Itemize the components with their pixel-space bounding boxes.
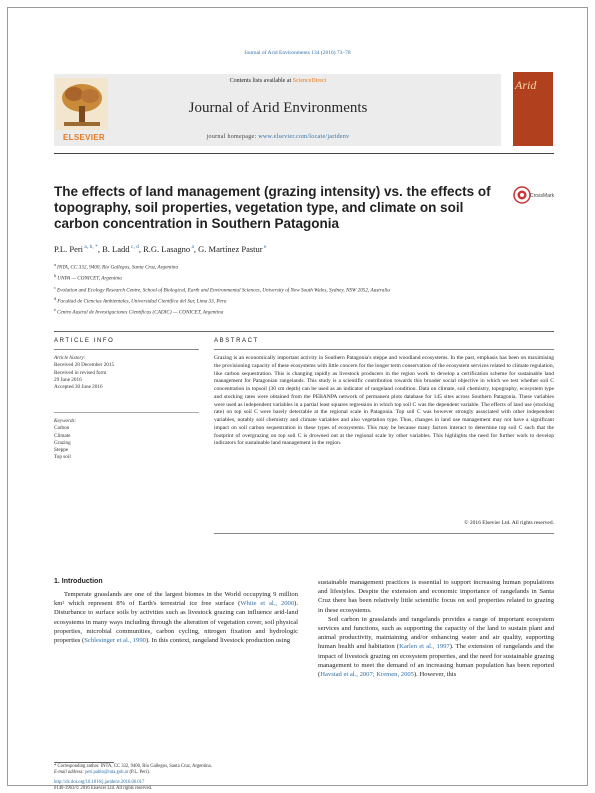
contents-line: Contents lists available at ScienceDirect xyxy=(229,78,327,84)
crossmark-label[interactable]: CrossMark xyxy=(530,193,555,199)
author-list xyxy=(54,244,502,254)
keyword-item: Steppe xyxy=(54,447,69,454)
corresponding-author-note xyxy=(54,764,304,777)
affiliation-item: dFacultad de Ciencias Ambientales, Universidad Científica del Sur, Lima 33, Peru xyxy=(54,295,227,305)
abstract-text: Grazing is an economically important activity in Southern Patagonia's steppe and woodland ecosystems. In the past, emphasis has been on maximising the provisioning capacity of these ecosystems with little concern for the longer term conservation of the ecosystem services related to climate regulation, like carbon sequestration. This is changing rapidly as livestock producers in the region work to develop a certification scheme for sustainable land management for Patagonian rangelands. This study is a scientific contribution towards this broader social objective in which we test whether soil C concentration in topsoil (30 cm depth) can be used as an indicator of rangeland condition. Data on climate, soil chemistry, topography, ecosystem type and stocking rates were obtained from the PEBANPA network of permanent plots database for 145 sites across Southern Patagonia. These variables were used as independent variables in a partial least squares regression in which top soil C was the dependent variable. The effects of land use (stocking rate) on top soil C were barely detectable at the regional scale in Patagonia. Top soil C was however strongly associated with other independent variables, notably soil chemistry and climate variables and also vegetation type. Thus, changes in land use management may not have a significant impact on soil carbon sequestration in these types of ecosystems. This may be because many factors interact to determine top soil C such that the footprint of overgrazing on top soil C is drowned out at the regional scale by other variables. This highlights the need for further work to develop indicators for sustainable land management in the region. xyxy=(214,355,554,447)
body-paragraph: sustainable management practices is essential to support increasing human populations and lifestyles. Despite the extension and economic importance of rangelands in Santa Cruz there has been relatively little scientific focus on soil properties related to grazing in these ecosystems. xyxy=(318,579,554,614)
keyword-item: Climate xyxy=(54,432,71,439)
article-info-heading: ARTICLE INFO xyxy=(54,338,115,344)
body-paragraph: Soil carbon in grasslands and rangelands provides a range of important ecosystem services and functions, such as supporting the capacity of the land to sustain plant and animal productivity, maintaining and/or enhancing water and air quality, supporting human health and habitation (Karlen et al., 1997). The extension of rangelands and the impact of livestock grazing on ecosystem properties, and the need for sustainable grazing management to meet the demand of an increasing human population has been reported (Havstad et al., 2007; Kremen, 2005). However, this xyxy=(318,615,554,679)
header-divider xyxy=(54,153,554,154)
history-item: Received 28 December 2015 xyxy=(54,362,115,369)
body-column-right xyxy=(318,578,554,679)
article-info-divider xyxy=(54,349,199,350)
footnote-divider xyxy=(54,762,114,763)
publisher-name: ELSEVIER xyxy=(63,133,105,142)
author-name[interactable]: R.G. Lasagno xyxy=(143,244,191,254)
history-item: 29 June 2016 xyxy=(54,376,82,383)
author-separator: , xyxy=(97,244,103,254)
abstract-heading: ABSTRACT xyxy=(214,338,259,344)
affiliation-item: bUNPA — CONICET, Argentina xyxy=(54,273,122,283)
author-separator: , xyxy=(193,244,199,254)
affiliation-item: eCentro Austral de Investigaciones Científicas (CADIC) — CONICET, Argentina xyxy=(54,307,224,317)
sciencedirect-link[interactable]: ScienceDirect xyxy=(292,78,327,84)
publication-info xyxy=(54,780,354,792)
author-name[interactable]: G. Martínez Pastur xyxy=(198,244,263,254)
affiliation-item: aINTA, CC 332, 9400, Río Gallegos, Santa Cruz, Argentina xyxy=(54,262,179,271)
author-name[interactable]: B. Ladd xyxy=(102,244,130,254)
keyword-item: Grazing xyxy=(54,439,71,446)
history-item: Accepted 30 June 2016 xyxy=(54,384,103,391)
abstract-end-divider xyxy=(214,533,554,534)
email-link[interactable]: peri.pablo@inta.gob.ar xyxy=(85,770,129,776)
journal-cover-title: Arid xyxy=(515,78,537,92)
elsevier-tree-icon xyxy=(56,78,108,130)
affiliation-list xyxy=(54,261,514,318)
journal-reference[interactable]: Journal of Arid Environments 134 (2016) 73–78 xyxy=(244,50,351,56)
article-history xyxy=(54,355,199,391)
abstract-copyright: © 2016 Elsevier Ltd. All rights reserved. xyxy=(464,520,554,526)
citation-link[interactable]: Schlesinger et al., 1990 xyxy=(84,637,146,645)
journal-homepage: journal homepage: www.elsevier.com/locate/jaridenv xyxy=(206,134,350,140)
introduction-heading: 1. Introduction xyxy=(54,578,103,585)
affiliation-item: cEvolution and Ecology Research Centre, School of Biological, Earth and Environmental Sciences, University of New South Wales, Sydney, NSW 2052, Australia xyxy=(54,284,390,294)
journal-title: Journal of Arid Environments xyxy=(188,100,368,116)
keywords-label: Keywords: xyxy=(54,418,77,424)
body-paragraph: Temperate grasslands are one of the largest biomes in the World occupying 9 million km² which represent 8% of Earth's terrestrial ice free surface (White et al., 2000). Disturbance to surface soils by activities such as livestock grazing can influence arid-land ecosystems in many ways including through the alteration of vegetation cover, soil physical properties, microbial communities, carbon cycling, nitrogen fixation and hydrologic properties (Schlesinger et al., 1990). In this context, rangeland livestock production using xyxy=(54,591,298,645)
author-affiliation-marks[interactable]: a xyxy=(190,244,194,251)
author-separator: , xyxy=(138,244,144,254)
keyword-item: Top soil xyxy=(54,454,71,461)
history-item: Received in revised form xyxy=(54,369,107,376)
author-name[interactable]: P.L. Peri xyxy=(54,244,84,254)
history-label: Article history: xyxy=(54,355,86,361)
citation-link[interactable]: Havstad et al., 2007; Kremen, 2005 xyxy=(320,671,414,679)
email-line: E-mail address: peri.pablo@inta.gob.ar (P.L. Peri). xyxy=(54,770,150,776)
citation-link[interactable]: Karlen et al., 1997 xyxy=(399,643,450,651)
citation-link[interactable]: White et al., 2000 xyxy=(240,600,295,608)
issn-line: 0140-1963/© 2016 Elsevier Ltd. All rights reserved. xyxy=(54,786,153,792)
section-divider xyxy=(54,331,554,332)
author-affiliation-marks[interactable]: e xyxy=(262,244,267,251)
article-title: The effects of land management (grazing intensity) vs. the effects of topography, soil properties, vegetation type, and climate on soil carbon concentration in Southern Patagonia xyxy=(54,184,491,231)
doi-link[interactable]: http://dx.doi.org/10.1016/j.jaridenv.2016.06.017 xyxy=(54,780,145,785)
corresponding-author-text: * Corresponding author. INTA, CC 332, 9400, Río Gallegos, Santa Cruz, Argentina. xyxy=(54,764,212,769)
keyword-list xyxy=(54,418,199,462)
history-divider xyxy=(54,412,199,413)
author-affiliation-marks[interactable]: c, d xyxy=(129,244,139,251)
keyword-item: Carbon xyxy=(54,425,70,432)
body-column-left xyxy=(54,590,298,645)
author-affiliation-marks[interactable]: a, b, * xyxy=(83,244,98,251)
homepage-link[interactable]: www.elsevier.com/locate/jaridenv xyxy=(258,134,350,140)
article-page xyxy=(7,7,588,792)
crossmark-icon[interactable] xyxy=(513,186,531,204)
abstract-divider xyxy=(214,349,554,350)
